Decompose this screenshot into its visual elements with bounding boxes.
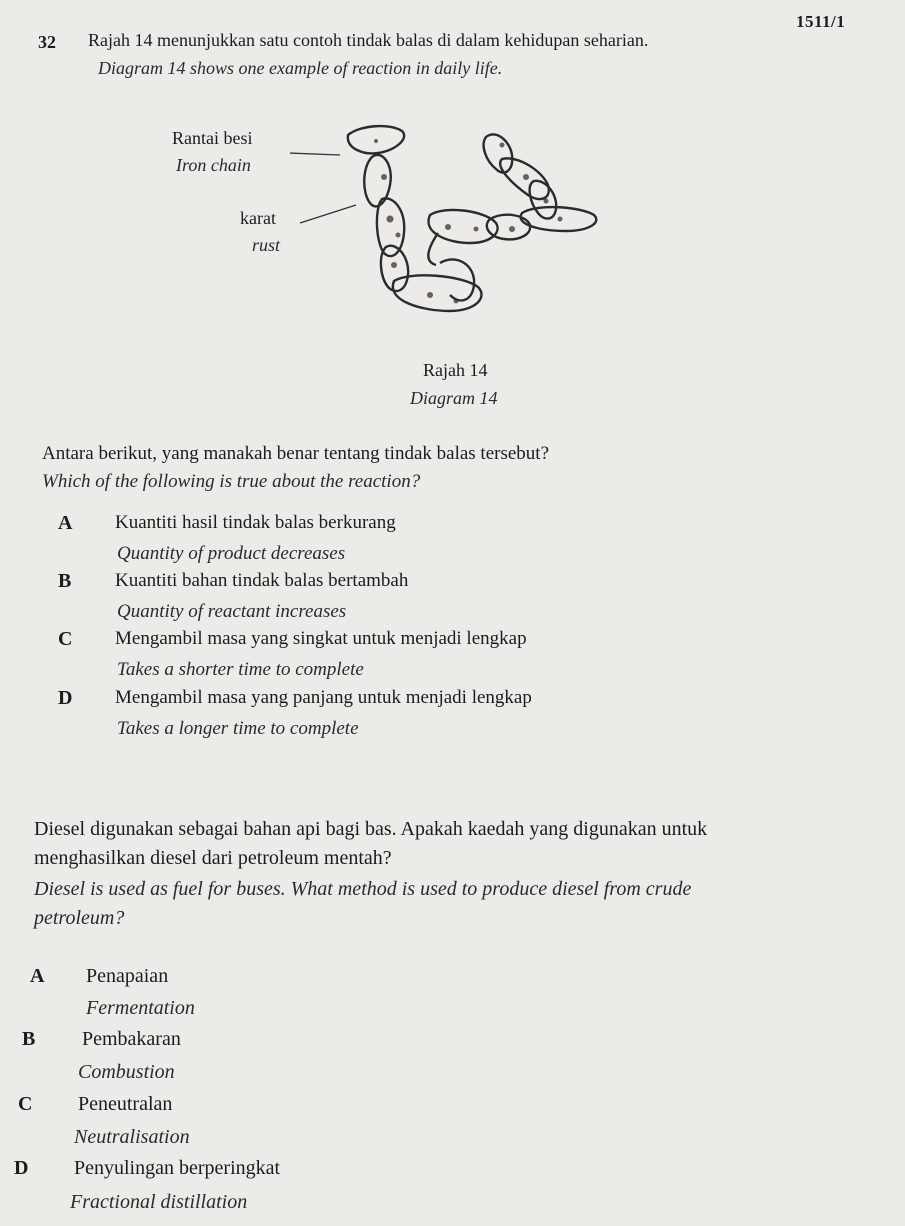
option-d-letter: D: [58, 687, 73, 709]
question-33-malay-line1: Diesel digunakan sebagai bahan api bagi bas. Apakah kaedah yang digunakan untuk: [34, 818, 708, 840]
option-d-english[interactable]: Takes a longer time to complete: [117, 718, 359, 739]
q33-option-b-malay[interactable]: Pembakaran: [82, 1028, 181, 1050]
option-c-malay[interactable]: Mengambil masa yang singkat untuk menjadi lengkap: [115, 628, 527, 649]
chain-link: [377, 198, 404, 256]
option-c-letter: C: [58, 628, 73, 650]
q33-option-a-letter: A: [30, 965, 45, 987]
diagram-caption-english: Diagram 14: [410, 388, 498, 408]
q33-option-c-english[interactable]: Neutralisation: [74, 1126, 190, 1148]
chain-link: [487, 215, 530, 240]
option-d-malay[interactable]: Mengambil masa yang panjang untuk menjadi lengkap: [115, 687, 532, 708]
q33-option-b-english[interactable]: Combustion: [78, 1061, 175, 1083]
page-code: 1511/1: [796, 12, 846, 31]
q33-option-d-english[interactable]: Fractional distillation: [70, 1191, 248, 1213]
question-number: 32: [38, 32, 56, 52]
option-a-letter: A: [58, 512, 73, 534]
question-33-english-line1: Diesel is used as fuel for buses. What method is used to produce diesel from crude: [34, 878, 692, 900]
option-c-english[interactable]: Takes a shorter time to complete: [117, 659, 364, 680]
label-iron-chain-malay: Rantai besi: [172, 128, 253, 148]
diagram-caption-malay: Rajah 14: [423, 360, 488, 380]
q33-option-c-malay[interactable]: Peneutralan: [78, 1093, 173, 1115]
label-rust-english: rust: [252, 235, 281, 255]
question-english: Which of the following is true about the reaction?: [42, 471, 421, 492]
chain-leader-line: [290, 153, 340, 155]
q33-option-d-malay[interactable]: Penyulingan berperingkat: [74, 1157, 281, 1179]
question-stem-english: Diagram 14 shows one example of reaction in daily life.: [98, 58, 503, 78]
label-rust-malay: karat: [240, 208, 276, 228]
q33-option-d-letter: D: [14, 1157, 29, 1179]
chain-link: [484, 134, 513, 172]
option-b-english[interactable]: Quantity of reactant increases: [117, 601, 347, 622]
option-a-malay[interactable]: Kuantiti hasil tindak balas berkurang: [115, 512, 396, 533]
question-malay: Antara berikut, yang manakah benar tentang tindak balas tersebut?: [42, 443, 549, 464]
chain-link: [428, 233, 438, 265]
label-iron-chain-english: Iron chain: [176, 155, 251, 175]
chain-link: [440, 259, 474, 300]
q33-option-a-malay[interactable]: Penapaian: [86, 965, 169, 987]
rusty-chain-illustration: [290, 115, 610, 325]
rust-leader-line: [300, 205, 356, 223]
q33-option-c-letter: C: [18, 1093, 33, 1115]
option-a-english[interactable]: Quantity of product decreases: [117, 543, 346, 564]
question-stem-malay: Rajah 14 menunjukkan satu contoh tindak balas di dalam kehidupan seharian.: [88, 30, 649, 50]
q33-option-b-letter: B: [22, 1028, 36, 1050]
question-33-malay-line2: menghasilkan diesel dari petroleum mentah?: [34, 847, 392, 869]
question-33-english-line2: petroleum?: [34, 907, 125, 929]
q33-option-a-english[interactable]: Fermentation: [86, 997, 195, 1019]
option-b-malay[interactable]: Kuantiti bahan tindak balas bertambah: [115, 570, 409, 591]
rust-patches: [374, 139, 563, 304]
option-b-letter: B: [58, 570, 72, 592]
